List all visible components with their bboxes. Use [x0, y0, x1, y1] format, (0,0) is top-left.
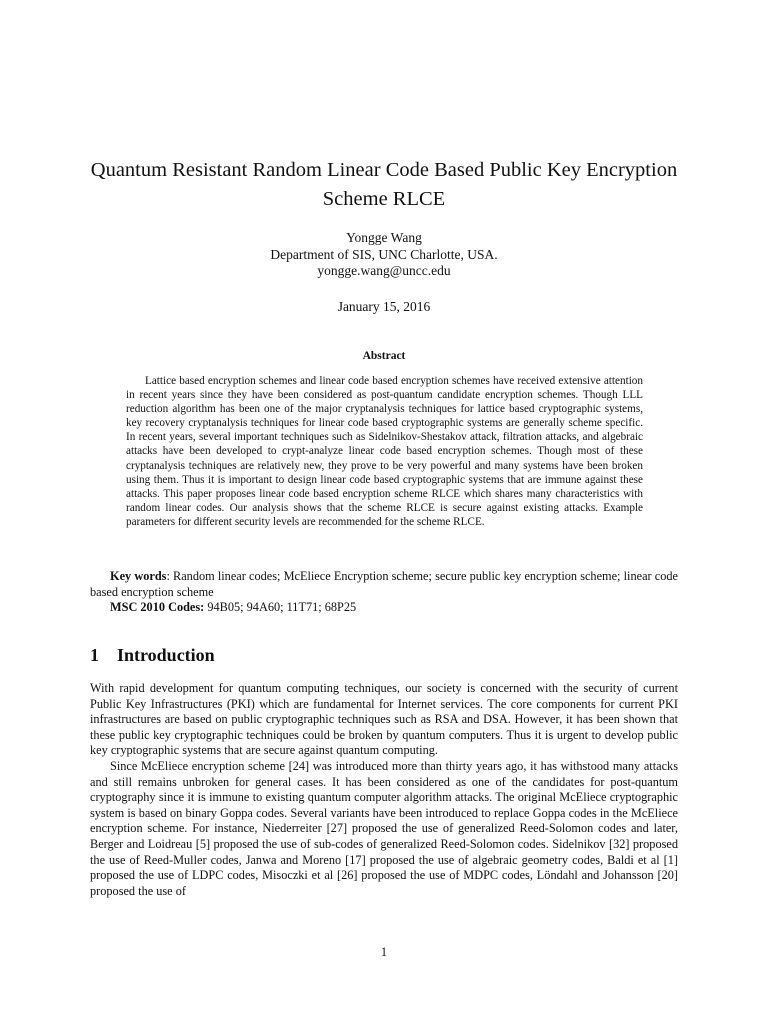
author-block	[84, 230, 684, 280]
abstract-text: Lattice based encryption schemes and linear code based encryption schemes have received extensive attention in recent years since they have been considered as post-quantum candidate encryption schemes. Though LLL reduction algorithm has been one of the major cryptanalysis techniques for lattice based cryptographic systems, key recovery cryptanalysis techniques for linear code based cryptographic systems are generally scheme specific. In recent years, several important techniques such as Sidelnikov-Shestakov attack, filtration attacks, and algebraic attacks have been developed to crypt-analyze linear code based encryption schemes. Though most of these cryptanalysis techniques are relatively new, they prove to be very powerful and many systems have been broken using them. Thus it is important to design linear code based cryptographic systems that are immune against these attacks. This paper proposes linear code based encryption scheme RLCE which shares many characteristics with random linear codes. Our analysis shows that the scheme RLCE is secure against existing attacks. Example parameters for different security levels are recommended for the scheme RLCE.	[126, 375, 643, 528]
keywords-text: : Random linear codes; McEliece Encryption scheme; secure public key encryption scheme; linear code based encryption scheme	[90, 569, 678, 599]
publication-date: January 15, 2016	[337, 299, 431, 314]
msc-codes: 94B05; 94A60; 11T71; 68P25	[204, 600, 357, 614]
page-number: 1	[380, 945, 388, 959]
author-name: Yongge Wang	[346, 230, 422, 245]
section-title: Introduction	[117, 645, 215, 665]
abstract-heading: Abstract	[362, 350, 406, 362]
keywords-block	[90, 569, 678, 616]
section-heading	[90, 644, 215, 666]
intro-paragraph: Since McEliece encryption scheme [24] was introduced more than thirty years ago, it has withstood many attacks and still remains unbroken for general cases. It has been considered as one of the candidates for post-quantum cryptography since it is immune to existing quantum computer algorithm attacks. The original McEliece cryptographic system is based on binary Goppa codes. Several variants have been introduced to replace Goppa codes in the McEliece encryption scheme. For instance, Niederreiter [27] proposed the use of generalized Reed-Solomon codes and later, Berger and Loidreau [5] proposed the use of sub-codes of generalized Reed-Solomon codes. Sidelnikov [32] proposed the use of Reed-Muller codes, Janwa and Moreno [17] proposed the use of algebraic geometry codes, Baldi et al [1] proposed the use of LDPC codes, Misoczki et al [26] proposed the use of MDPC codes, Löndahl and Johansson [20] proposed the use of	[90, 758, 678, 898]
intro-paragraph: With rapid development for quantum computing techniques, our society is concerned with the security of current Public Key Infrastructures (PKI) which are fundamental for Internet services. The core components for current PKI infrastructures are based on public cryptographic techniques such as RSA and DSA. However, it has been shown that these public key cryptographic techniques could be broken by quantum computers. Thus it is urgent to develop public key cryptographic systems that are secure against quantum computing.	[90, 681, 678, 758]
paper-title: Quantum Resistant Random Linear Code Based Public Key Encryption Scheme RLCE	[90, 159, 678, 210]
introduction-body	[90, 681, 678, 899]
msc-label: MSC 2010 Codes:	[110, 600, 205, 614]
msc-line	[90, 600, 678, 616]
keywords-label: Key words	[110, 569, 167, 583]
section-number: 1	[90, 645, 99, 665]
keywords-line	[90, 569, 678, 600]
author-affiliation: Department of SIS, UNC Charlotte, USA.	[270, 246, 498, 262]
author-email: yongge.wang@uncc.edu	[317, 263, 451, 278]
